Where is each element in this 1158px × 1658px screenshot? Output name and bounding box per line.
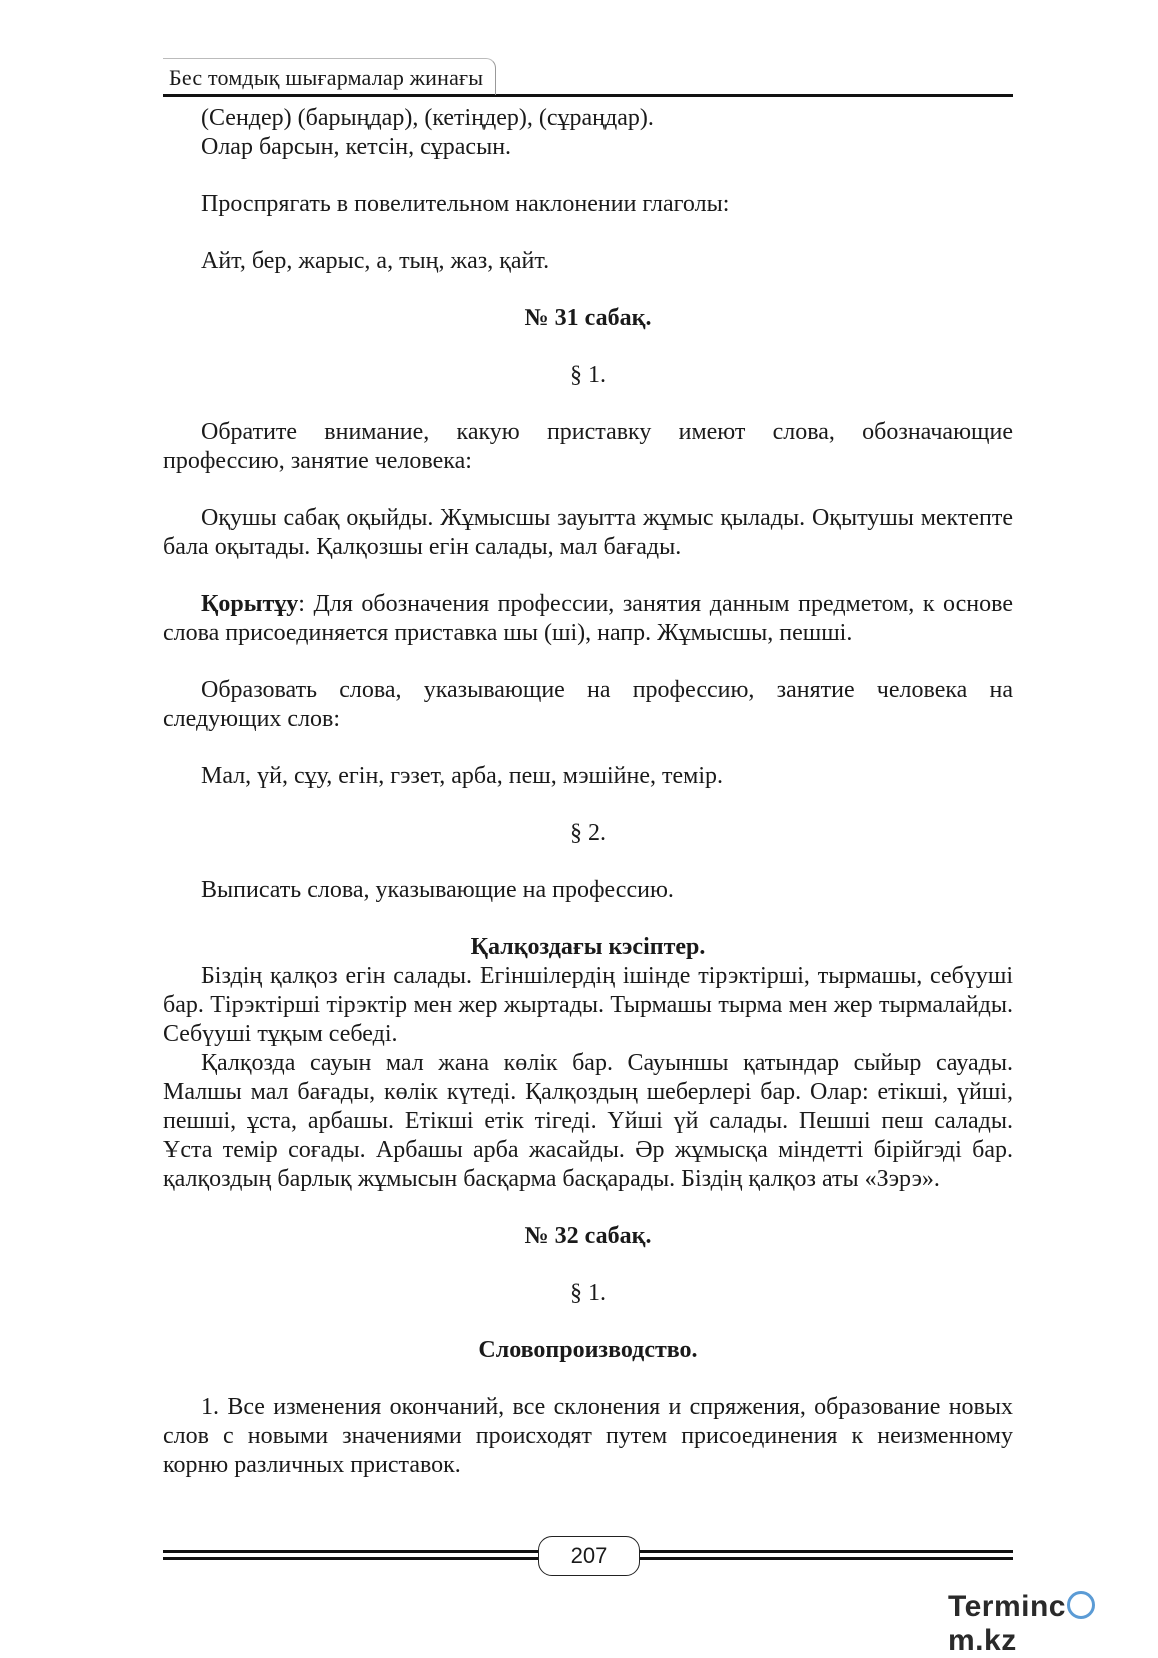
running-header [163, 58, 1013, 97]
paragraph: Оқушы сабақ оқыйды. Жұмысшы зауытта жұмыс қылады. Оқытушы мектепте бала оқытады. Қалқозшы егін салады, мал бағады. [163, 505, 1013, 560]
site-watermark: Termincm.kz [948, 1590, 1158, 1658]
footer-rule-right-thin [640, 1557, 1013, 1560]
exercise-words: Мал, үй, сұу, егін, гэзет, арба, пеш, мэшійне, темір. [201, 763, 723, 789]
paragraph-mark: § 1. [570, 1280, 606, 1306]
page-number: 207 [538, 1536, 640, 1576]
conclusion-paragraph [163, 590, 1013, 648]
page-footer [163, 1536, 1013, 1576]
footer-rule-left [163, 1550, 538, 1553]
lesson-heading: № 32 сабақ. [524, 1223, 652, 1249]
paragraph-mark: § 1. [570, 362, 606, 388]
paragraph: Обратите внимание, какую приставку имеют слова, обозначающие профессию, занятие человека: [163, 419, 1013, 474]
paragraph-mark: § 2. [570, 820, 606, 846]
lesson-heading: № 31 сабақ. [524, 305, 652, 331]
conclusion-text: : Для обозначения профессии, занятия данным предметом, к основе слова присоединяется приставка шы (ші), напр. Жұмысшы, пешші. [163, 591, 1013, 646]
header-title: Бес томдық шығармалар жинағы [163, 58, 496, 95]
page-body [163, 104, 1013, 1480]
paragraph: 1. Все изменения окончаний, все склонения и спряжения, образование новых слов с новыми значениями происходят путем присоединения к неизменному корню различных приставок. [163, 1394, 1013, 1478]
watermark-ring-icon [1067, 1591, 1095, 1619]
footer-rule-right [640, 1550, 1013, 1553]
exercise-instruction: Выписать слова, указывающие на профессию. [201, 877, 674, 903]
text-line: Олар барсын, кетсін, сұрасын. [201, 134, 512, 160]
text-line: (Сендер) (барыңдар), (кетіңдер), (сұраңдар). [201, 105, 654, 131]
exercise-words: Айт, бер, жарыс, а, тың, жаз, қайт. [201, 248, 550, 274]
conclusion-label: Қорытұу [201, 591, 299, 617]
exercise-instruction: Проспрягать в повелительном наклонении глаголы: [201, 191, 730, 217]
footer-rule-left-thin [163, 1557, 538, 1560]
section-heading: Словопроизводство. [478, 1337, 698, 1363]
paragraph: Біздің қалқоз егін салады. Егіншілердің ішінде тірэктірші, тырмашы, себүуші бар. Тірэктірші тірэктір мен жер жыртады. Тырмашы тырма мен жер тырмалайды. Себүуші тұқым себеді. [163, 963, 1013, 1047]
text-title: Қалқоздағы кэсіптер. [470, 934, 706, 960]
paragraph: Қалқозда сауын мал жана көлік бар. Сауыншы қатындар сыйыр сауады. Малшы мал бағады, көлік күтеді. Қалқоздың шеберлері бар. Олар: етікші, үйші, пешші, ұста, арбашы. Етікші етік тігеді. Үйші үй салады. Пешші пеш салады. Ұста темір соғады. Арбашы арба жасайды. Әр жұмысқа міндетті бірійгэді бар. қалқоздың барлық жұмысын басқарма басқарады. Біздің қалқоз аты «Зэрэ». [163, 1050, 1013, 1192]
paragraph: Образовать слова, указывающие на профессию, занятие человека на следующих слов: [163, 677, 1013, 732]
